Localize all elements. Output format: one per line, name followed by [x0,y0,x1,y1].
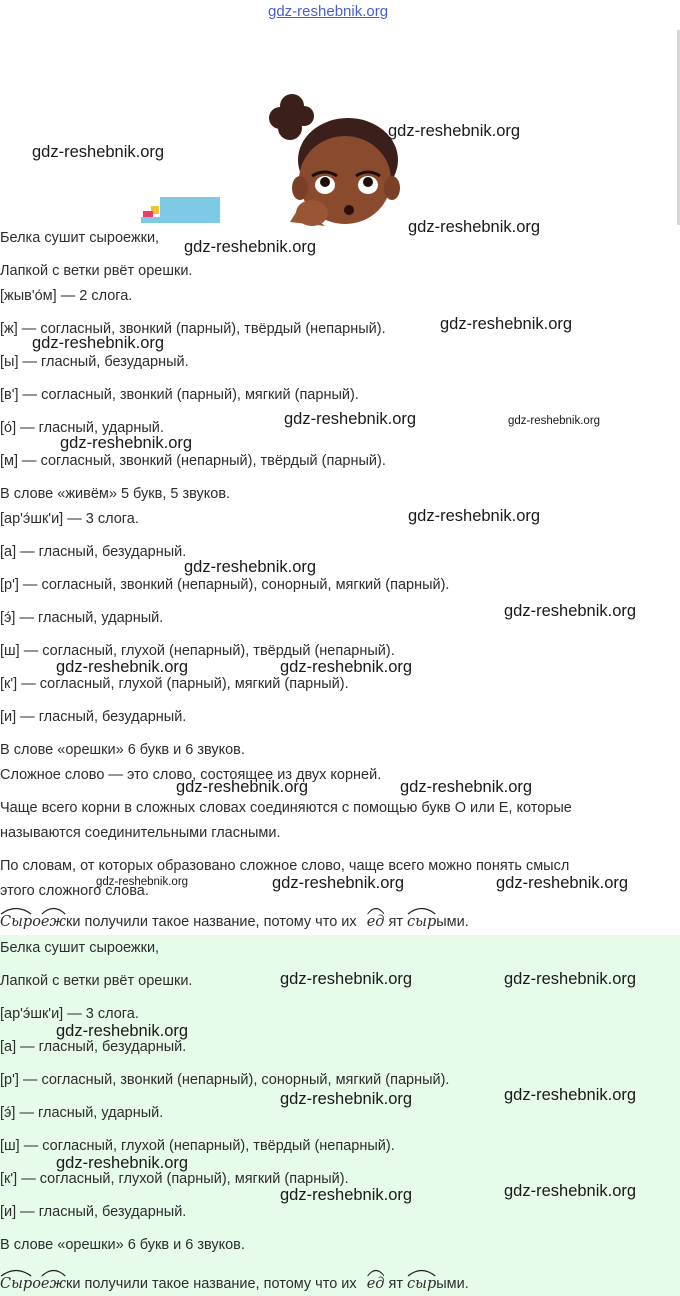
watermark: gdz-reshebnik.org [272,874,405,892]
text-line: называются соединительными гласными. [0,825,281,841]
site-link[interactable]: gdz-reshebnik.org [268,3,389,20]
watermark: gdz-reshebnik.org [440,315,573,333]
text-line: [ш] — согласный, глухой (непарный), твёрдый (непарный). [0,1138,395,1154]
watermark: gdz-reshebnik.org [408,218,541,236]
morpheme-explanation: Сыро ежки получили такое название, потому что их ед ят сырыми. [0,914,469,930]
text-line: [а] — гласный, безударный. [0,1039,187,1055]
watermark: gdz-reshebnik.org [176,778,309,796]
text-line: В слове «живём» 5 букв, 5 звуков. [0,486,231,502]
watermark: gdz-reshebnik.org [280,970,413,988]
watermark: gdz-reshebnik.org [280,1090,413,1108]
decorative-block [160,197,220,223]
text-line: [р'] — согласный, звонкий (непарный), сонорный, мягкий (парный). [0,1072,450,1088]
root-syr-adj: сыр [407,1276,436,1292]
watermark: gdz-reshebnik.org [504,1086,637,1104]
watermark: gdz-reshebnik.org [496,874,629,892]
text-line: [ы] — гласный, безударный. [0,354,189,370]
text-line: [ж] — согласный, звонкий (парный), твёрдый (непарный). [0,321,386,337]
text-line: Белка сушит сыроежки, [0,940,160,956]
root-syr-adj: сыр [407,914,436,930]
watermark: gdz-reshebnik.org [504,970,637,988]
text-line: Сложное слово — это слово, состоящее из двух корней. [0,767,382,783]
decorative-blocks-icon [141,206,163,223]
root-ed: ед [367,1276,385,1292]
watermark: gdz-reshebnik.org [56,1154,189,1172]
watermark: gdz-reshebnik.org [408,507,541,525]
watermark: gdz-reshebnik.org [280,658,413,676]
text-line: Лапкой с ветки рвёт орешки. [0,973,193,989]
text-line: [ш] — согласный, глухой (непарный), твёрдый (непарный). [0,643,395,659]
root-ezh: еж [41,1276,66,1292]
text-line: В слове «орешки» 6 букв и 6 звуков. [0,1237,245,1253]
text-line: этого сложного слова. [0,883,149,899]
watermark: gdz-reshebnik.org [56,658,189,676]
root-syr: Сыр [0,1276,32,1292]
text-line: Чаще всего корни в сложных словах соединяются с помощью букв О или Е, которые [0,800,572,816]
text-line: По словам, от которых образовано сложное слово, чаще всего можно понять смысл [0,858,570,874]
morpheme-explanation: Сыро ежки получили такое название, потому что их ед ят сырыми. [0,1276,469,1292]
text-line: [к'] — согласный, глухой (парный), мягкий (парный). [0,676,349,692]
text-line: Белка сушит сыроежки, [0,230,160,246]
text-line: [к'] — согласный, глухой (парный), мягкий (парный). [0,1171,349,1187]
root-ed: ед [367,914,385,930]
watermark: gdz-reshebnik.org [184,238,317,256]
text-line: [в'] — согласный, звонкий (парный), мягкий (парный). [0,387,359,403]
text-line: [а] — гласный, безударный. [0,544,187,560]
watermark: gdz-reshebnik.org [184,558,317,576]
text-line: [м] — согласный, звонкий (непарный), твёрдый (парный). [0,453,386,469]
watermark: gdz-reshebnik.org [508,415,601,427]
watermark: gdz-reshebnik.org [96,876,189,888]
text-line: [ар'э́шк'и] — 3 слога. [0,511,139,527]
text-line: В слове «орешки» 6 букв и 6 звуков. [0,742,245,758]
watermark: gdz-reshebnik.org [504,602,637,620]
root-syr: Сыр [0,914,32,930]
watermark: gdz-reshebnik.org [284,410,417,428]
text-line: [и] — гласный, безударный. [0,709,187,725]
text-line: [э́] — гласный, ударный. [0,610,164,626]
text-line: Лапкой с ветки рвёт орешки. [0,263,193,279]
root-ezh: еж [41,914,66,930]
connector-o: о [32,1276,41,1292]
watermark: gdz-reshebnik.org [32,334,165,352]
watermark: gdz-reshebnik.org [56,1022,189,1040]
text-line: [э́] — гласный, ударный. [0,1105,164,1121]
text-line: [ар'э́шк'и] — 3 слога. [0,1006,139,1022]
text-line: [р'] — согласный, звонкий (непарный), сонорный, мягкий (парный). [0,577,450,593]
watermark: gdz-reshebnik.org [60,434,193,452]
text-line: [о́] — гласный, ударный. [0,420,164,436]
watermark: gdz-reshebnik.org [504,1182,637,1200]
text-line: [и] — гласный, безударный. [0,1204,187,1220]
watermark: gdz-reshebnik.org [280,1186,413,1204]
text-line: [жыв'о́м] — 2 слога. [0,288,133,304]
watermark: gdz-reshebnik.org [400,778,533,796]
connector-o: о [32,914,41,930]
watermark: gdz-reshebnik.org [32,143,165,161]
watermark: gdz-reshebnik.org [388,122,521,140]
